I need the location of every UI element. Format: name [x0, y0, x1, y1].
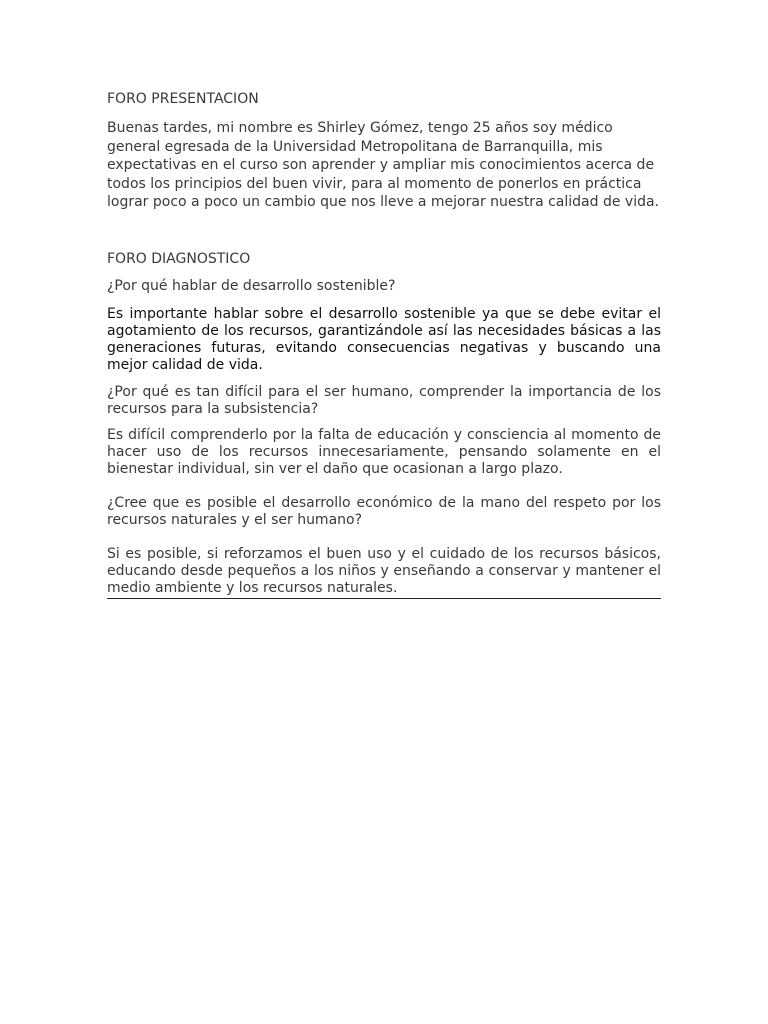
document-page — [107, 90, 661, 599]
answer-3: Si es posible, si reforzamos el buen uso y el cuidado de los recursos básicos, educando desde pequeños a los niños y enseñando a conservar y mantener el medio ambiente y los recursos naturales. — [107, 546, 661, 599]
question-1: ¿Por qué hablar de desarrollo sostenible? — [107, 277, 396, 294]
section-heading-presentacion: FORO PRESENTACION — [107, 91, 259, 107]
answer-2: Es difícil comprenderlo por la falta de educación y consciencia al momento de hacer uso de los recursos innecesariamente, pensando solamente en el bienestar individual, sin ver el daño que ocasionan a largo plazo. — [107, 426, 661, 477]
section-heading-diagnostico: FORO DIAGNOSTICO — [107, 250, 251, 267]
question-3: ¿Cree que es posible el desarrollo económico de la mano del respeto por los recursos naturales y el ser humano? — [107, 494, 661, 528]
question-2: ¿Por qué es tan difícil para el ser humano, comprender la importancia de los recursos para la subsistencia? — [107, 383, 661, 417]
presentation-paragraph: Buenas tardes, mi nombre es Shirley Gómez, tengo 25 años soy médico general egresada de la Universidad Metropolitana de Barranquilla, mis expectativas en el curso son aprender y ampliar mis conocimientos acerca de todos los principios del buen vivir, para al momento de ponerlos en práctica lograr poco a poco un cambio que nos lleve a mejorar nuestra calidad de vida. — [107, 120, 659, 211]
answer-1: Es importante hablar sobre el desarrollo sostenible ya que se debe evitar el agotamiento de los recursos, garantizándole así las necesidades básicas a las generaciones futuras, evitando consecuencias negativas y buscando una mejor calidad de vida. — [107, 305, 661, 373]
